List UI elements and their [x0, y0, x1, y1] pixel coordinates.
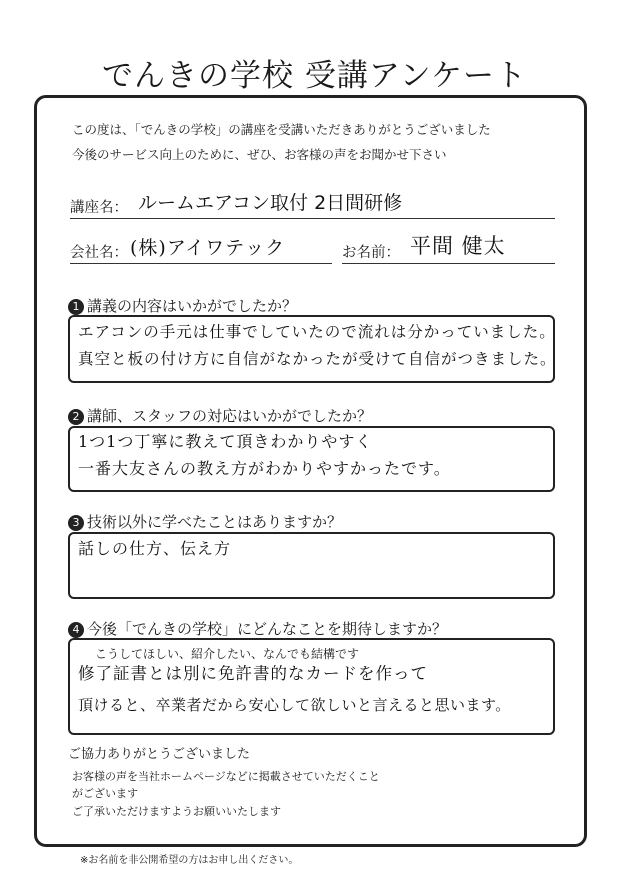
footnote: ※お名前を非公開希望の方はお申し出ください。: [80, 855, 299, 866]
company-underline: [70, 263, 332, 264]
course-underline: [70, 218, 555, 219]
company-label: 会社名：: [70, 245, 128, 261]
answer-1-line-1: エアコンの手元は仕事でしていたので流れは分かっていました。: [78, 323, 556, 341]
question-4-hint: こうしてほしい、紹介したい、なんでも結構です: [95, 647, 360, 661]
question-2-text: 講師、スタッフの対応はいかがでしたか？: [87, 407, 373, 425]
question-1: [68, 295, 297, 316]
course-label: 講座名：: [70, 200, 128, 216]
consent-line-2: がございます: [72, 787, 138, 800]
question-2-number: 2: [68, 409, 84, 425]
question-3: [68, 511, 342, 532]
question-4: [68, 618, 447, 639]
intro-line-2: 今後のサービス向上のために、ぜひ、お客様の声をお聞かせ下さい: [72, 147, 447, 162]
company-value: (株)アイワテック: [130, 237, 286, 259]
question-4-number: 4: [68, 622, 84, 638]
answer-2-line-2: 一番大友さんの教え方がわかりやすかったです。: [78, 459, 451, 478]
question-1-text: 講義の内容はいかがでしたか？: [87, 297, 298, 315]
name-label: お名前：: [342, 245, 400, 261]
name-underline: [342, 263, 555, 264]
form-title: でんきの学校 受講アンケート: [102, 58, 527, 94]
question-3-text: 技術以外に学べたことはありますか？: [87, 513, 343, 531]
course-value: ルームエアコン取付 2日間研修: [138, 192, 403, 214]
answer-2-line-1: 1つ1つ丁寧に教えて頂きわかりやすく: [78, 432, 373, 451]
answer-4-line-2: 頂けると、卒業者だから安心して欲しいと言えると思います。: [78, 696, 511, 714]
question-4-text: 今後「でんきの学校」にどんなことを期待しますか？: [87, 620, 448, 638]
intro-line-1: この度は、「でんきの学校」の講座を受講いただきありがとうございました: [72, 122, 491, 137]
question-2: [68, 405, 372, 426]
answer-1-line-2: 真空と板の付け方に自信がなかったが受けて自信がつきました。: [78, 350, 557, 368]
name-value: 平間 健太: [410, 234, 506, 258]
thanks-text: ご協力ありがとうございました: [68, 747, 251, 762]
answer-3-line-1: 話しの仕方、伝え方: [78, 539, 232, 558]
consent-line-3: ご了承いただけますようお願いいたします: [72, 805, 281, 818]
question-3-number: 3: [68, 515, 84, 531]
question-1-number: 1: [68, 299, 84, 315]
answer-4-line-1: 修了証書とは別に免許書的なカードを作って: [78, 664, 428, 683]
consent-line-1: お客様の声を当社ホームページなどに掲載させていただくこと: [72, 770, 380, 783]
